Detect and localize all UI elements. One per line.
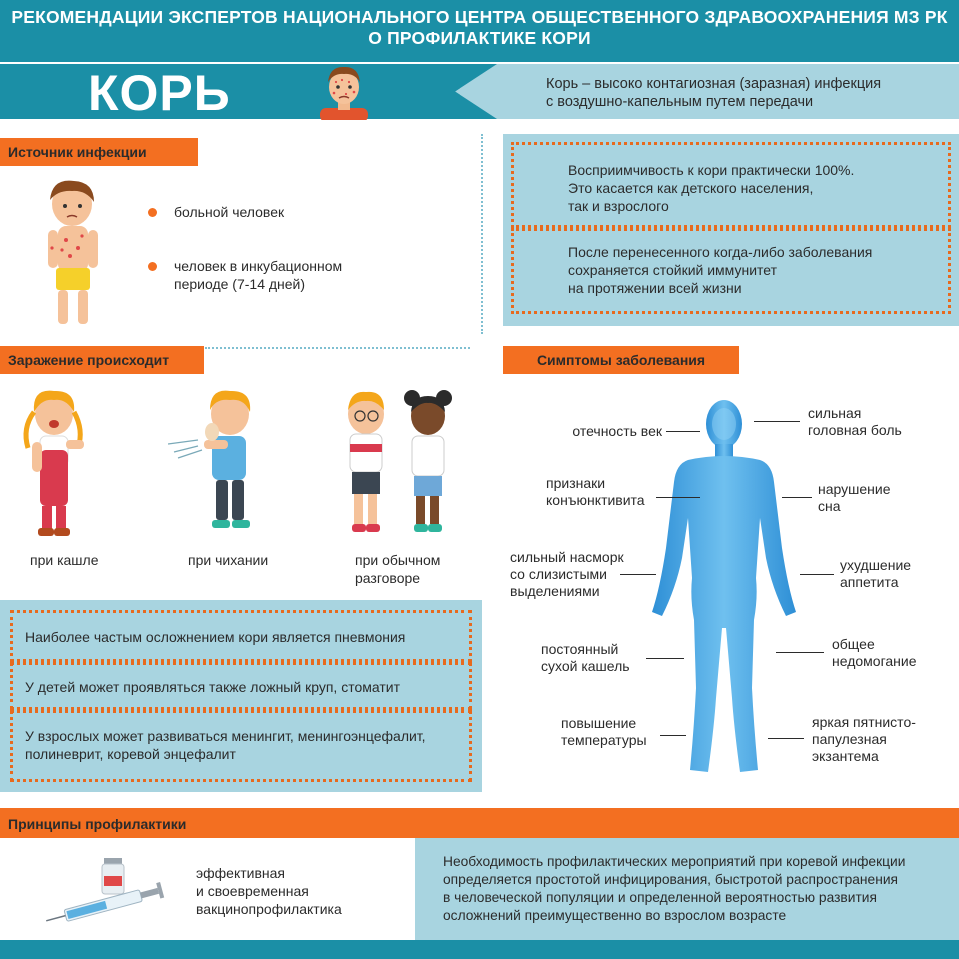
connector-line xyxy=(646,658,684,659)
fact-row: Восприимчивость к кори практически 100%. Это касается как детского населения, так и взрослого xyxy=(511,142,951,228)
infection-way-1: при кашле xyxy=(30,552,99,568)
divider xyxy=(481,134,483,334)
symptom-left-1: отечность век xyxy=(572,423,662,439)
complication-row: У детей может проявляться также ложный круп, стоматит xyxy=(10,662,472,710)
definition-text: Корь – высоко контагиозная (заразная) инфекция с воздушно-капельным путем передачи xyxy=(546,76,882,110)
fact-row: После перенесенного когда-либо заболевания сохраняется стойкий иммунитет на протяжении всей жизни xyxy=(511,228,951,314)
symptom-right-4: общее недомогание xyxy=(832,636,917,669)
connector-line xyxy=(768,738,804,739)
prevention-label: Принципы профилактики xyxy=(8,816,187,832)
header-line1: РЕКОМЕНДАЦИИ ЭКСПЕРТОВ НАЦИОНАЛЬНОГО ЦЕНТРА ОБЩЕСТВЕННОГО ЗДРАВООХРАНЕНИЯ МЗ РК xyxy=(11,7,948,27)
infection-label: Заражение происходит xyxy=(0,346,204,374)
bullet-icon xyxy=(148,208,157,217)
symptom-right-5: яркая пятнисто- папулезная экзантема xyxy=(812,714,916,764)
symptom-left-5: повышение температуры xyxy=(561,715,647,748)
complication-row: У взрослых может развиваться менингит, менингоэнцефалит, полиневрит, коревой энцефалит xyxy=(10,710,472,782)
footer-bar xyxy=(0,940,959,959)
connector-line xyxy=(620,574,656,575)
band-arrow xyxy=(455,64,497,119)
symptom-right-2: нарушение сна xyxy=(818,481,891,514)
connector-line xyxy=(800,574,834,575)
source-item-2: человек в инкубационном периоде (7-14 дней) xyxy=(174,258,343,292)
source-item-1: больной человек xyxy=(174,204,285,220)
complications-box xyxy=(0,600,482,792)
sick-child-illustration xyxy=(36,178,108,330)
header-banner xyxy=(0,0,959,62)
sick-person-illustration xyxy=(314,60,374,120)
symptom-right-1: сильная головная боль xyxy=(808,405,902,438)
connector-line xyxy=(666,431,700,432)
symptom-left-4: постоянный сухой кашель xyxy=(541,641,630,674)
symptoms-label: Симптомы заболевания xyxy=(503,346,739,374)
source-label: Источник инфекции xyxy=(0,138,198,166)
connector-line xyxy=(660,735,686,736)
coughing-child-illustration xyxy=(18,388,90,538)
complication-row: Наиболее частым осложнением кори является пневмония xyxy=(10,610,472,662)
header-line2: О ПРОФИЛАКТИКЕ КОРИ xyxy=(368,28,591,48)
human-body-illustration xyxy=(648,398,800,780)
vaccine-syringe-icon xyxy=(44,852,174,924)
connector-line xyxy=(782,497,812,498)
infection-way-2: при чихании xyxy=(188,552,269,568)
page-title: КОРЬ xyxy=(88,65,231,121)
infection-way-3: при обычном разговоре xyxy=(355,552,441,586)
sneezing-child-illustration xyxy=(168,388,272,538)
prevention-note-text: Необходимость профилактических мероприятий при коревой инфекции определяется простотой инфицирования, быстротой распространения в человеческой популяции и определенной вероятностью развития осложнений преимущественно во взрослом возрасте xyxy=(443,854,906,923)
connector-line xyxy=(776,652,824,653)
vaccination-text: эффективная и своевременная вакцинопрофилактика xyxy=(196,865,342,917)
connector-line xyxy=(656,497,700,498)
symptom-left-2: признаки конъюнктивита xyxy=(546,475,645,508)
divider xyxy=(205,347,470,349)
facts-box xyxy=(503,134,959,326)
symptom-right-3: ухудшение аппетита xyxy=(840,557,912,590)
bullet-icon xyxy=(148,262,157,271)
connector-line xyxy=(754,421,800,422)
symptom-left-3: сильный насморк со слизистыми выделениями xyxy=(510,549,624,599)
talking-children-illustration xyxy=(340,388,460,538)
